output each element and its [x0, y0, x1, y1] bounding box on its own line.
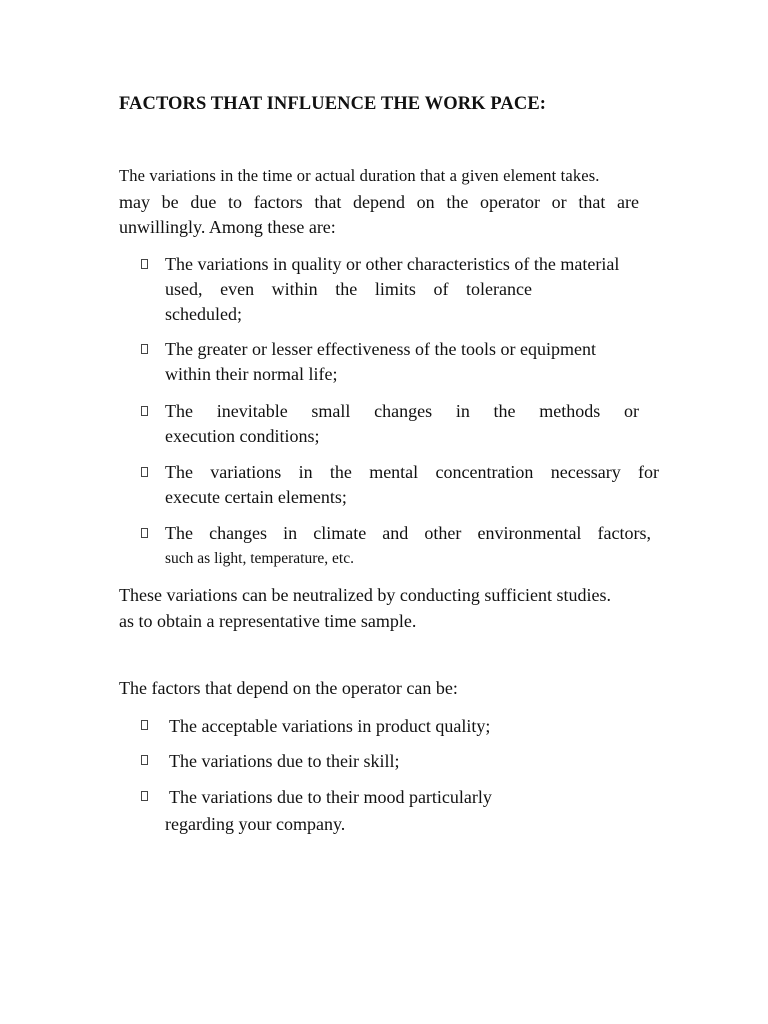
missing-glyph-box-icon: [141, 720, 148, 730]
list-item-line: The variations due to their skill;: [169, 751, 400, 771]
list-item-line: The inevitable small changes in the methods or: [165, 401, 639, 421]
list-item-line: within their normal life;: [165, 364, 338, 384]
list-item: [119, 784, 679, 838]
intro-line: The variations in the time or actual duration that a given element takes.: [119, 166, 600, 185]
bullet-list-material: [119, 252, 679, 327]
list-item-line: used, even within the limits of tolerance: [165, 279, 532, 299]
bullet-list-climate: [119, 521, 679, 571]
bullet-list-tools: [119, 337, 679, 387]
list-item: [119, 460, 679, 510]
operator-bullet-mood: [119, 784, 679, 838]
page-title: FACTORS THAT INFLUENCE THE WORK PACE:: [119, 94, 547, 114]
list-item-line: The variations due to their mood particularly: [169, 787, 492, 807]
list-item-line: execute certain elements;: [165, 487, 347, 507]
missing-glyph-box-icon: [141, 406, 148, 416]
list-item-line: execution conditions;: [165, 426, 320, 446]
closing-line: These variations can be neutralized by conducting sufficient studies.: [119, 585, 612, 605]
operator-bullet-skill: [119, 748, 679, 775]
operator-factors-intro: The factors that depend on the operator can be:: [119, 678, 458, 698]
closing-line: as to obtain a representative time sample.: [119, 611, 417, 631]
missing-glyph-box-icon: [141, 259, 148, 269]
bullet-list-methods: [119, 399, 679, 449]
list-item: [119, 521, 679, 571]
list-item: [119, 713, 679, 740]
intro-paragraph: may be due to factors that depend on the operator or that are unwillingly. Among these are:: [119, 192, 639, 237]
list-item-line: The greater or lesser effectiveness of the tools or equipment: [165, 339, 597, 359]
missing-glyph-box-icon: [141, 528, 148, 538]
list-item-line: The acceptable variations in product quality;: [169, 716, 491, 736]
list-item-line: The changes in climate and other environmental factors,: [165, 523, 651, 543]
missing-glyph-box-icon: [141, 755, 148, 765]
list-item-line: The variations in quality or other characteristics of the material: [165, 254, 620, 274]
list-item: [119, 399, 679, 449]
list-item: [119, 252, 679, 327]
missing-glyph-box-icon: [141, 791, 148, 801]
operator-bullet-quality: [119, 713, 679, 740]
closing-paragraph: [119, 582, 679, 634]
list-item: [119, 748, 679, 775]
list-item: [119, 337, 679, 387]
list-item-line: scheduled;: [165, 304, 242, 324]
list-item-line: regarding your company.: [165, 814, 346, 834]
missing-glyph-box-icon: [141, 467, 148, 477]
bullet-list-concentration: [119, 460, 679, 510]
list-item-line: such as light, temperature, etc.: [165, 550, 354, 567]
missing-glyph-box-icon: [141, 344, 148, 354]
list-item-line: The variations in the mental concentration necessary for: [165, 462, 659, 482]
